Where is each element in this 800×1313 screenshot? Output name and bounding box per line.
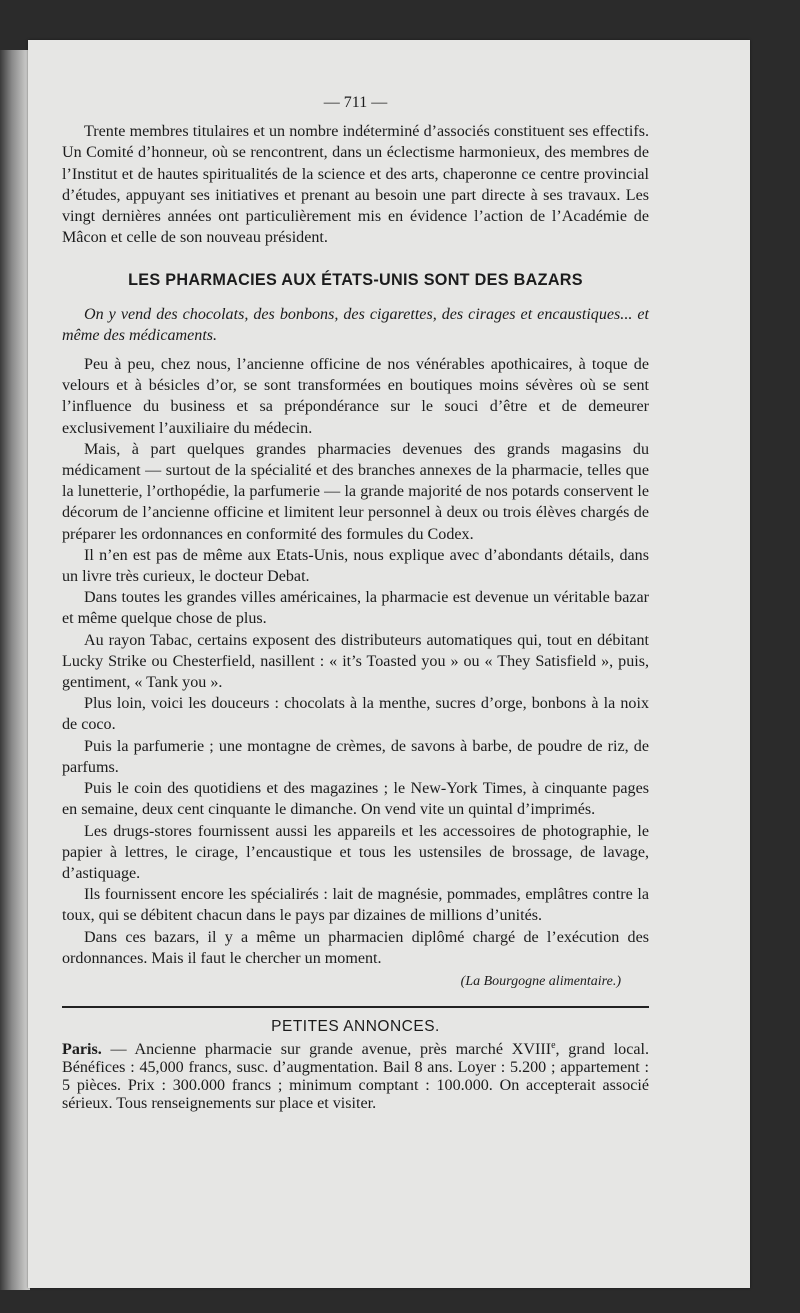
- annonce-superscript: e: [551, 1040, 556, 1052]
- intro-paragraph: Trente membres titulaires et un nombre indéterminé d’associés constituent ses effectifs. Un Comité d’honneur, où se rencontrent, dans un éclectisme harmonieux, des membres de l’Institut et de hautes spiritualités de la science et des arts, chaperonne ce centre provincial d’études, appuyant ses initiatives et prenant au besoin une part directe à ses travaux. Les vingt dernières années ont particulièrement mis en évidence l’action de l’Académie de Mâcon et celle de son nouveau président.: [62, 123, 649, 247]
- article-paragraph-4: Dans toutes les grandes villes américaines, la pharmacie est devenue un véritable bazar et même quelque chose de plus.: [62, 589, 649, 628]
- page-number: — 711 —: [323, 94, 388, 111]
- annonce-city: Paris.: [62, 1041, 102, 1059]
- annonce-paris: [62, 1041, 649, 1113]
- annonce-text-b: , grand local. Bénéfices : 45,000 francs, susc. d’augmentation. Bail 8 ans. Loyer : 5.200 ; appartement : 5 pièces. Prix : 300.000 francs ; minimum comptant : 100.000. On accepterait associé sérieux. Tous renseignements sur place et visiter.: [62, 1041, 650, 1113]
- article-lead: On y vend des chocolats, des bonbons, des cigarettes, des cirages et encaustiques... et même des médicaments.: [62, 305, 649, 344]
- article-paragraph-5: Au rayon Tabac, certains exposent des distributeurs automatiques qui, tout en débitant Lucky Strike ou Chesterfield, nasillent : « it’s Toasted you » ou « They Satisfield », puis, gentiment, « Tank you ».: [62, 631, 649, 692]
- section-divider: [62, 1006, 649, 1008]
- article-paragraph-7: Puis la parfumerie ; une montagne de crèmes, de savons à barbe, de poudre de riz, de parfums.: [62, 737, 649, 776]
- article-paragraph-6: Plus loin, voici les douceurs : chocolats à la menthe, sucres d’orge, bonbons à la noix de coco.: [62, 695, 649, 734]
- article-paragraph-1: Peu à peu, chez nous, l’ancienne officine de nos vénérables apothicaires, à toque de velours et à bésicles d’or, se sont transformées en boutiques moins sévères où se sent l’influence du business et sa prépondérance sur le souci d’être et de demeurer exclusivement l’auxiliaire du médecin.: [62, 356, 649, 437]
- article-title: LES PHARMACIES AUX ÉTATS-UNIS SONT DES BAZARS: [128, 271, 583, 290]
- article-source: (La Bourgogne alimentaire.): [460, 973, 621, 989]
- article-paragraph-2: Mais, à part quelques grandes pharmacies devenues des grands magasins du médicament — surtout de la spécialité et des branches annexes de la pharmacie, telles que la lunetterie, l’orthopédie, la parfumerie — la grande majorité de nos potards conservent le décorum de l’ancienne officine et limitent leur personnel à deux ou trois élèves chargés de préparer les ordonnances en conformité des formules du Codex.: [62, 440, 649, 543]
- article-paragraph-3: Il n’en est pas de même aux Etats-Unis, nous explique avec d’abondants détails, dans un livre très curieux, le docteur Debat.: [62, 546, 649, 586]
- article-paragraph-11: Dans ces bazars, il y a même un pharmacien diplômé chargé de l’exécution des ordonnances. Mais il faut le chercher un moment.: [62, 928, 649, 967]
- page-content: [62, 92, 649, 1113]
- facing-page-edge: [0, 50, 30, 1290]
- annonces-title: PETITES ANNONCES.: [271, 1018, 440, 1036]
- document-page: [28, 40, 750, 1288]
- annonce-text-a: — Ancienne pharmacie sur grande avenue, près marché XVIII: [101, 1041, 552, 1059]
- article-paragraph-9: Les drugs-stores fournissent aussi les appareils et les accessoires de photographie, le papier à lettres, le cirage, l’encaustique et tous les ustensiles de brossage, de lavage, d’astiquage.: [62, 822, 649, 882]
- article-paragraph-10: Ils fournissent encore les spécialirés : lait de magnésie, pommades, emplâtres contre la toux, qui se débitent chacun dans le pays par dizaines de millions d’unités.: [62, 886, 649, 925]
- article-paragraph-8: Puis le coin des quotidiens et des magazines ; le New-York Times, à cinquante pages en semaine, deux cent cinquante le dimanche. On vend vite un quintal d’imprimés.: [62, 780, 649, 819]
